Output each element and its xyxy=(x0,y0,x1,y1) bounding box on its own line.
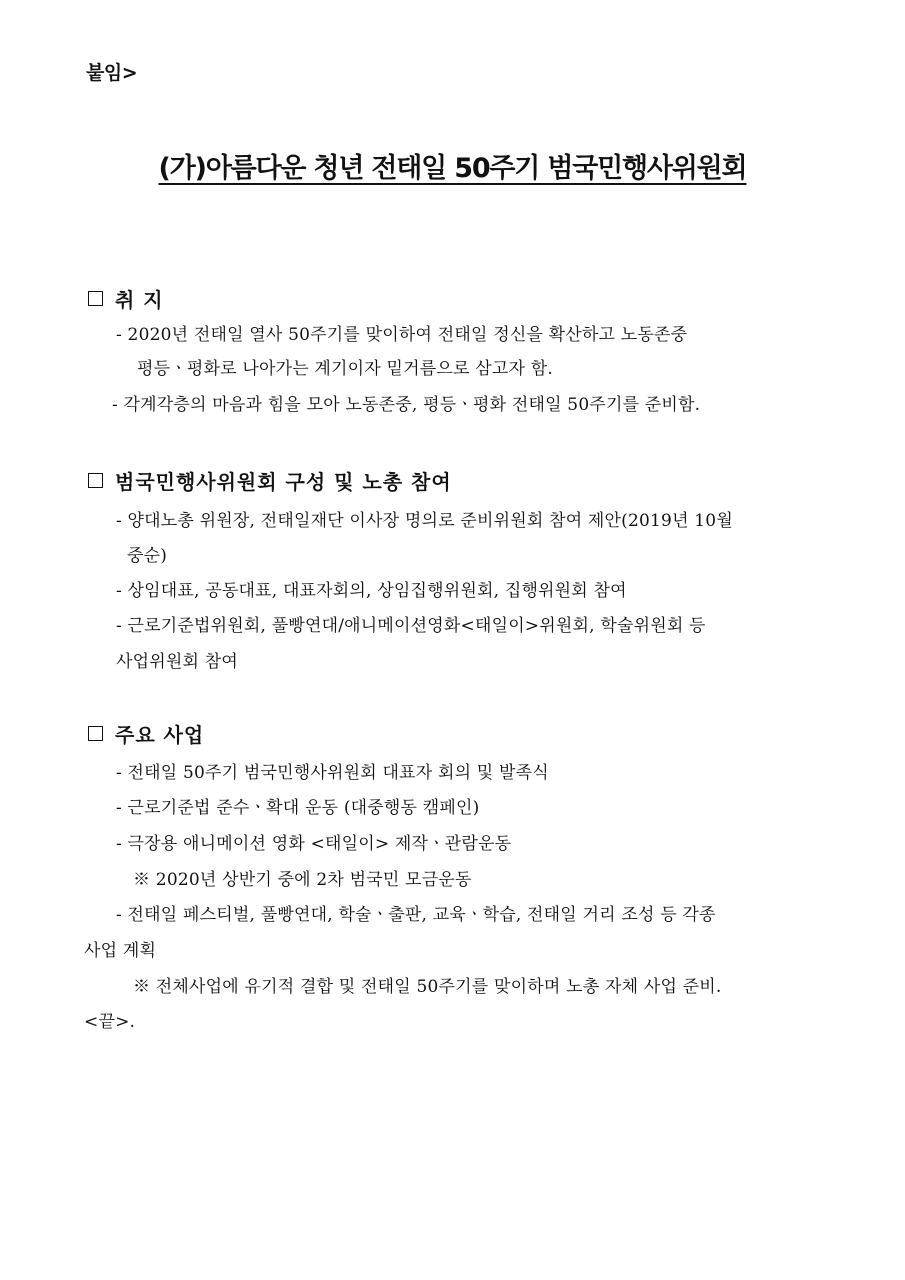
section-heading-text: 주요 사업 xyxy=(115,723,205,747)
note-line: ※ 2020년 상반기 중에 2차 범국민 모금운동 xyxy=(133,870,472,890)
checkbox-icon xyxy=(88,726,103,741)
body-line: - 2020년 전태일 열사 50주기를 맞이하여 전태일 정신을 확산하고 노동존중 xyxy=(116,325,688,345)
body-line: 사업위원회 참여 xyxy=(116,652,238,672)
section-heading-main-projects xyxy=(88,719,204,748)
note-line: ※ 전체사업에 유기적 결합 및 전태일 50주기를 맞이하며 노총 자체 사업 준비. xyxy=(133,977,722,997)
body-line: - 극장용 애니메이션 영화 <태일이> 제작ㆍ관람운동 xyxy=(116,834,512,854)
section-heading-text: 취 지 xyxy=(115,288,164,312)
body-line: 중순) xyxy=(127,546,168,566)
attachment-label: 붙임> xyxy=(86,62,138,84)
end-mark: <끝>. xyxy=(84,1012,136,1032)
body-line: - 전태일 페스티벌, 풀빵연대, 학술ㆍ출판, 교육ㆍ학습, 전태일 거리 조성 등 각종 xyxy=(116,905,716,925)
body-line: - 근로기준법위원회, 풀빵연대/애니메이션영화<태일이>위원회, 학술위원회 등 xyxy=(116,616,706,636)
body-line: - 근로기준법 준수ㆍ확대 운동 (대중행동 캠페인) xyxy=(116,798,480,818)
document-title-text: (가)아름다운 청년 전태일 50주기 범국민행사위원회 xyxy=(158,153,747,184)
checkbox-icon xyxy=(88,473,103,488)
body-line: 평등ㆍ평화로 나아가는 계기이자 밑거름으로 삼고자 함. xyxy=(137,359,553,379)
body-line: - 각계각층의 마음과 힘을 모아 노동존중, 평등ㆍ평화 전태일 50주기를 준비함. xyxy=(112,395,701,415)
body-line: - 전태일 50주기 범국민행사위원회 대표자 회의 및 발족식 xyxy=(116,763,549,783)
body-line: 사업 계획 xyxy=(84,941,157,961)
section-heading-purpose xyxy=(88,284,164,313)
section-heading-text: 범국민행사위원회 구성 및 노총 참여 xyxy=(115,470,452,494)
document-title xyxy=(0,146,905,185)
body-line: - 상임대표, 공동대표, 대표자회의, 상임집행위원회, 집행위원회 참여 xyxy=(116,581,627,601)
body-line: - 양대노총 위원장, 전태일재단 이사장 명의로 준비위원회 참여 제안(2019년 10월 xyxy=(116,511,733,531)
section-heading-committee xyxy=(88,466,452,495)
checkbox-icon xyxy=(88,291,103,306)
